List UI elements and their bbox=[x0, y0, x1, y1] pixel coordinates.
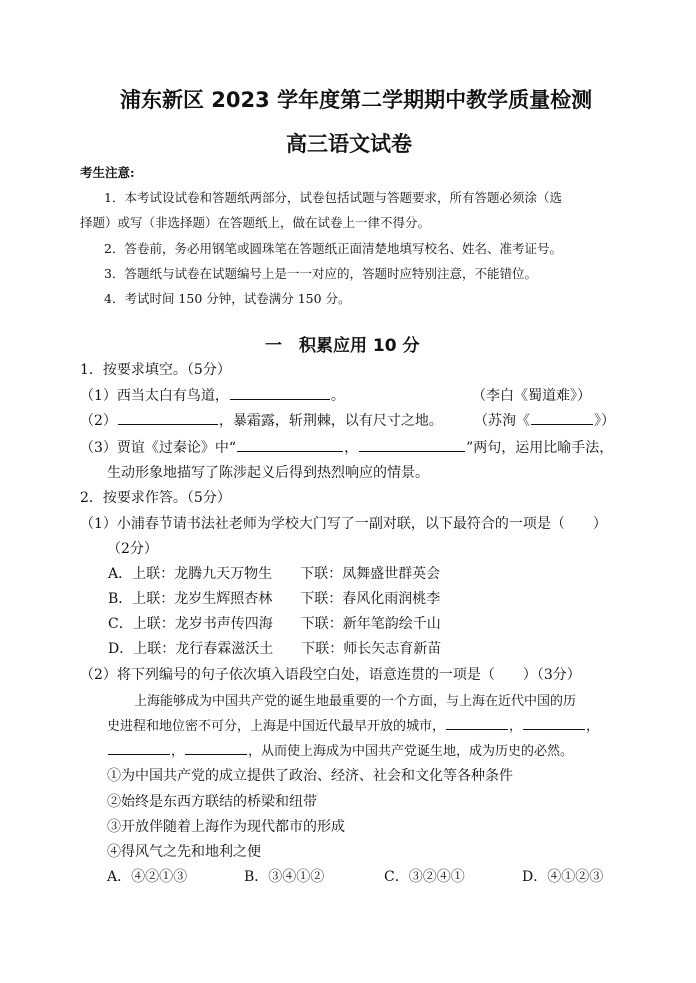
sentence-1: ①为中国共产党的成立提供了政治、经济、社会和文化等各种条件 bbox=[107, 768, 513, 784]
q1-p3-prefix: （3）贾谊《过秦论》中“ bbox=[80, 440, 237, 456]
order-option-c[interactable]: C．③②④① bbox=[384, 869, 465, 885]
section-1-title: 一 积累应用 10 分 bbox=[265, 336, 420, 356]
q1-p3-suffix: ”两句，运用比喻手法， bbox=[466, 440, 614, 456]
question-1-part-3-line-2: 生动形象地描写了陈涉起义后得到热烈响应的情景。 bbox=[107, 465, 429, 481]
notice-heading: 考生注意: bbox=[80, 165, 135, 180]
question-1-part-2-source bbox=[474, 410, 615, 430]
notice-item-4: 4．考试时间 150 分钟，试卷满分 150 分。 bbox=[104, 291, 351, 306]
answer-blank[interactable] bbox=[108, 740, 170, 755]
q1-p2-source-suffix: 》） bbox=[594, 413, 615, 429]
passage-line-3: ， ，从而使上海成为中国共产党诞生地，成为历史的必然。 bbox=[107, 740, 573, 759]
passage-line-3-end: ，从而使上海成为中国共产党诞生地，成为历史的必然。 bbox=[248, 744, 574, 759]
question-1-part-3 bbox=[80, 437, 613, 457]
q1-p2-text: ，暴霜露，斩荆棘，以有尺寸之地。 bbox=[218, 413, 443, 429]
q1-p2-prefix: （2） bbox=[80, 413, 117, 429]
answer-blank[interactable] bbox=[531, 410, 593, 425]
sentence-4: ④得风气之先和地利之便 bbox=[107, 844, 261, 860]
couplet-option-d[interactable]: D．上联：龙行春霖滋沃土 下联：师长矢志育新苗 bbox=[108, 641, 442, 657]
order-option-d[interactable]: D．④①②③ bbox=[522, 869, 604, 885]
answer-blank[interactable] bbox=[185, 740, 247, 755]
question-2-part-2-line-1: （2）将下列编号的句子依次填入语段空白处，语意连贯的一项是（ ）（3分） bbox=[80, 667, 581, 683]
q1-p1-text: （1）西当太白有鸟道， bbox=[80, 388, 229, 404]
couplet-option-c[interactable]: C．上联：龙岁书声传四海 下联：新年笔韵绘千山 bbox=[108, 616, 441, 632]
question-1-part-1 bbox=[80, 385, 345, 405]
question-1-stem: 1．按要求填空。（5分） bbox=[80, 362, 231, 378]
page-title: 浦东新区 2023 学年度第二学期期中教学质量检测 bbox=[120, 88, 593, 112]
passage-line-1: 上海能够成为中国共产党的诞生地最重要的一个方面，与上海在近代中国的历 bbox=[134, 694, 577, 709]
answer-blank[interactable] bbox=[237, 437, 343, 452]
order-option-a[interactable]: A．④②①③ bbox=[107, 869, 188, 885]
sentence-2: ②始终是东西方联结的桥梁和纽带 bbox=[107, 794, 317, 810]
q1-p3-mid: ， bbox=[344, 440, 359, 456]
notice-item-1-line-1: 1．本考试设试卷和答题纸两部分，试卷包括试题与答题要求，所有答题必须涂（选 bbox=[104, 190, 562, 205]
q1-p1-end: 。 bbox=[330, 388, 345, 404]
question-2-part-1-line-1: （1）小浦春节请书法社老师为学校大门写了一副对联，以下最符合的一项是（ ） bbox=[80, 516, 607, 532]
question-1-part-1-source: （李白《蜀道难》） bbox=[472, 388, 591, 404]
question-2-stem: 2．按要求作答。（5分） bbox=[80, 490, 231, 506]
answer-blank[interactable] bbox=[118, 410, 218, 425]
answer-blank[interactable] bbox=[230, 385, 330, 400]
answer-blank[interactable] bbox=[446, 715, 508, 730]
passage-line-2: 史进程和地位密不可分，上海是中国近代最早开放的城市， ， ， bbox=[107, 715, 599, 734]
question-2-part-1-line-2: （2分） bbox=[107, 541, 158, 557]
couplet-option-b[interactable]: B．上联：龙岁生辉照杏林 下联：春风化雨润桃李 bbox=[108, 591, 441, 607]
notice-item-3: 3．答题纸与试卷在试题编号上是一一对应的，答题时应特别注意，不能错位。 bbox=[104, 266, 537, 281]
q1-p2-source-prefix: （苏洵《 bbox=[474, 413, 530, 429]
notice-item-1-line-2: 择题）或写（非选择题）在答题纸上，做在试卷上一律不得分。 bbox=[80, 215, 431, 230]
sentence-3: ③开放伴随着上海作为现代都市的形成 bbox=[107, 819, 345, 835]
notice-item-2: 2．答卷前，务必用钢笔或圆珠笔在答题纸正面清楚地填写校名、姓名、准考证号。 bbox=[104, 241, 562, 256]
couplet-option-a[interactable]: A．上联：龙腾九天万物生 下联：凤舞盛世群英会 bbox=[108, 566, 441, 582]
answer-blank[interactable] bbox=[523, 715, 585, 730]
page-subtitle: 高三语文试卷 bbox=[286, 132, 412, 156]
answer-blank[interactable] bbox=[359, 437, 465, 452]
question-1-part-2 bbox=[80, 410, 443, 430]
passage-line-2-text: 史进程和地位密不可分，上海是中国近代最早开放的城市， bbox=[107, 719, 446, 734]
order-option-b[interactable]: B．③④①② bbox=[244, 869, 325, 885]
